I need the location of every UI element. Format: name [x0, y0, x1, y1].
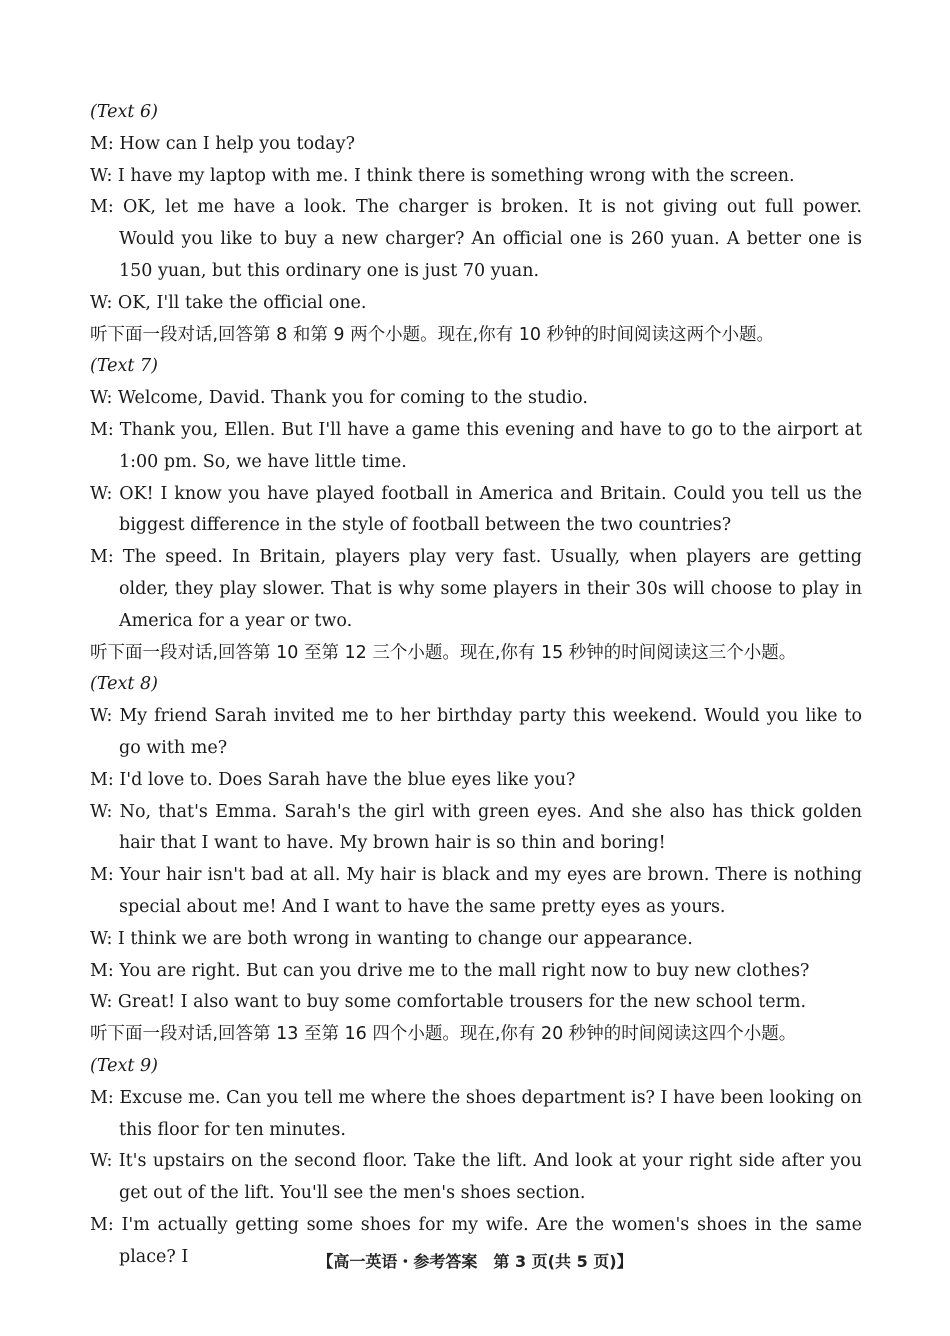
dialogue-line: W: Great! I also want to buy some comfortable trousers for the new school term. [90, 992, 807, 1013]
dialogue-line: W: I have my laptop with me. I think there is something wrong with the screen. [90, 165, 795, 186]
dialogue-line: W: My friend Sarah invited me to her birthday party this weekend. Would you like to go with me? [90, 706, 862, 758]
dialogue-line: W: Welcome, David. Thank you for coming to the studio. [90, 388, 588, 409]
dialogue-line: M: The speed. In Britain, players play very fast. Usually, when players are getting older, they play slower. That is why some players in their 30s will choose to play in America for a year or two. [90, 547, 862, 631]
dialogue-line: W: It's upstairs on the second floor. Take the lift. And look at your right side after you get out of the lift. You'll see the men's shoes section. [90, 1151, 862, 1204]
dialogue-line: M: OK, let me have a look. The charger is broken. It is not giving out full power. Would you like to buy a new charger? An official one is 260 yuan. A better one is 150 yuan, but this ordinary one is just 70 yuan. [90, 197, 862, 281]
text-6-label: (Text 6) [90, 102, 158, 122]
text-9-label: (Text 9) [90, 1055, 158, 1076]
dialogue-line: M: I'm actually getting some shoes for my wife. Are the women's shoes in the same place? I [90, 1214, 862, 1267]
dialogue-line: M: I'd love to. Does Sarah have the blue eyes like you? [90, 769, 576, 790]
dialogue-line: M: You are right. But can you drive me to the mall right now to buy new clothes? [90, 960, 810, 981]
dialogue-line: W: OK! I know you have played football in America and Britain. Could you tell us the biggest difference in the style of football between the two countries? [90, 483, 862, 536]
dialogue-line: M: How can I help you today? [90, 133, 355, 154]
instruction-line: 听下面一段对话,回答第 8 和第 9 两个小题。现在,你有 10 秒钟的时间阅读这两个小题。 [90, 324, 775, 345]
instruction-line: 听下面一段对话,回答第 13 至第 16 四个小题。现在,你有 20 秒钟的时间阅读这四个小题。 [90, 1024, 797, 1045]
dialogue-line: M: Excuse me. Can you tell me where the shoes department is? I have been looking on this floor for ten minutes. [90, 1087, 862, 1140]
dialogue-line: M: Thank you, Ellen. But I'll have a game this evening and have to go to the airport at 1:00 pm. So, we have little time. [90, 419, 862, 472]
instruction-line: 听下面一段对话,回答第 10 至第 12 三个小题。现在,你有 15 秒钟的时间阅读这三个小题。 [90, 642, 797, 663]
text-7-label: (Text 7) [90, 356, 158, 377]
dialogue-line: M: Your hair isn't bad at all. My hair is black and my eyes are brown. There is nothing special about me! And I want to have the same pretty eyes as yours. [90, 865, 862, 917]
text-8-label: (Text 8) [90, 674, 158, 695]
dialogue-line: W: OK, I'll take the official one. [90, 292, 367, 313]
dialogue-line: W: No, that's Emma. Sarah's the girl with green eyes. And she also has thick golden hair that I want to have. My brown hair is so thin and boring! [90, 801, 862, 854]
page-footer: 【高一英语・参考答案 第 3 页(共 5 页)】 [317, 1252, 633, 1271]
dialogue-line: W: I think we are both wrong in wanting to change our appearance. [90, 928, 693, 949]
document-body [90, 97, 862, 1273]
